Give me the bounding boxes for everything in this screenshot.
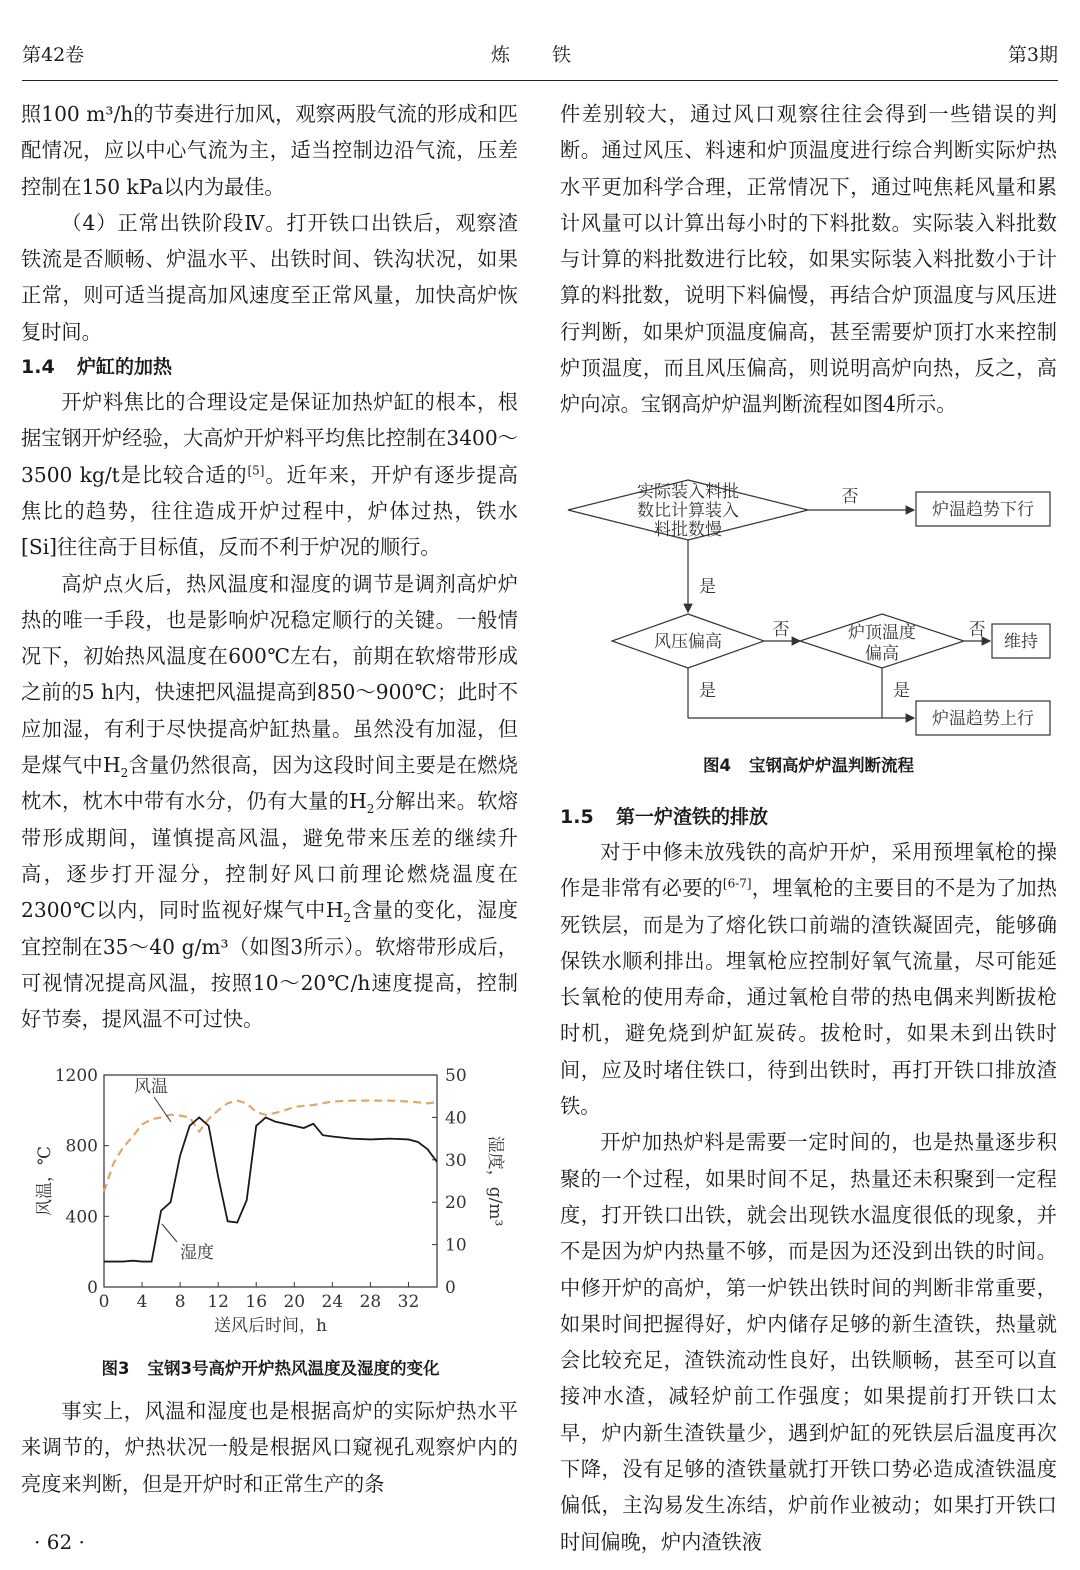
box-maintain-text: 维持 <box>1004 632 1038 652</box>
series-line-blast-temp <box>104 1101 437 1192</box>
journal-title: 炼 铁 <box>490 44 590 66</box>
annotation-humidity: 湿度 <box>180 1243 214 1263</box>
y-left-tick-label: 0 <box>87 1278 98 1298</box>
x-tick-label: 28 <box>359 1292 382 1312</box>
svg-text:偏高: 偏高 <box>865 644 899 664</box>
section-heading-1-5: 1.5 第一炉渣铁的排放 <box>560 806 769 828</box>
svg-text:料批数慢: 料批数慢 <box>654 520 722 540</box>
decision-batch-slow-text: 实际装入料批 <box>637 482 739 502</box>
section-heading-1-4: 1.4 炉缸的加热 <box>21 356 173 379</box>
right-column-lower <box>560 800 1057 1560</box>
x-tick-label: 8 <box>174 1292 186 1312</box>
paragraph: 高炉点火后，热风温度和湿度的调节是调剂高炉炉热的唯一手段，也是影响炉况稳定顺行的关键。一般情况下，初始热风温度在600℃左右，前期在软熔带形成之前的5 h内，快速把风温提高到850～900℃；此时不应加湿，有利于尽快提高炉缸热量。虽然没有加湿，但是煤气中$H_2$含量仍然很高，因为这段时间主要是在燃烧枕木，枕木中带有水分，仍有大量的$H_2$分解出来。软熔带形成期间，谨慎提高风温，避免带来压差的继续升高，逐步打开湿分，控制好风口前理论燃烧温度在2300℃以内，同时监视好煤气中$H_2$含量的变化，湿度宜控制在35～40 g/m³（如图3所示）。软熔带形成后，可视情况提高风温，按照10～20℃/h速度提高，控制好节奏，提风温不可过快。 <box>21 571 518 1032</box>
label-no: 否 <box>772 620 790 640</box>
paragraph: 照100 m³/h的节奏进行加风，观察两股气流的形成和匹配情况，应以中心气流为主，适当控制边沿气流，压差控制在150 kPa以内为最佳。 <box>21 102 518 199</box>
paragraph: 开炉料焦比的合理设定是保证加热炉缸的根本，根据宝钢开炉经验，大高炉开炉料平均焦比控制在3400～3500 kg/t是比较合适的[5]。近年来，开炉有逐步提高焦比的趋势，往往造成开炉过程中，炉体过热，铁水[Si]往往高于目标值，反而不利于炉况的顺行。 <box>21 390 518 560</box>
paragraph: 件差别较大，通过风口观察往往会得到一些错误的判断。通过风压、料速和炉顶温度进行综合判断实际炉热水平更加科学合理，正常情况下，通过吨焦耗风量和累计风量可以计算出每小时的下料批数。实际装入料批数与计算的料批数进行比较，如果实际装入料批数小于计算的料批数，说明下料偏慢，再结合炉顶温度与风压进行判断，如果炉顶温度偏高，甚至需要炉顶打水来控制炉顶温度，而且风压偏高，则说明高炉向热，反之，高炉向凉。宝钢高炉炉温判断流程如图4所示。 <box>560 102 1057 417</box>
label-no: 否 <box>968 620 986 640</box>
y-left-axis-label: 风温，℃ <box>35 1145 55 1217</box>
figure-4-flowchart <box>560 472 1057 742</box>
right-column <box>560 96 1057 423</box>
y-right-tick-label: 50 <box>445 1066 467 1086</box>
y-left-tick-label: 1200 <box>54 1066 98 1086</box>
header-rule <box>22 80 1058 81</box>
citation: [6-7] <box>722 876 752 891</box>
figure-3-chart <box>22 1060 519 1336</box>
figure-3-caption: 图3 宝钢3号高炉开炉热风温度及湿度的变化 <box>101 1359 440 1378</box>
x-tick-label: 24 <box>321 1292 344 1312</box>
box-temp-down-text: 炉温趋势下行 <box>932 500 1034 520</box>
svg-text:数比计算装入: 数比计算装入 <box>637 501 739 521</box>
annotation-blast-temp: 风温 <box>134 1077 168 1097</box>
y-right-tick-label: 10 <box>445 1235 467 1256</box>
issue-label: 第3期 <box>1007 44 1058 66</box>
y-left-tick-label: 400 <box>65 1207 98 1228</box>
plot-frame <box>104 1075 437 1287</box>
decision-blast-pressure-text: 风压偏高 <box>654 632 722 652</box>
x-tick-label: 32 <box>397 1292 420 1312</box>
x-tick-label: 20 <box>283 1292 306 1312</box>
y-left-tick-label: 800 <box>65 1136 98 1157</box>
x-axis-label: 送风后时间，h <box>214 1316 327 1336</box>
label-yes: 是 <box>699 681 716 701</box>
series-line-humidity <box>104 1117 437 1261</box>
y-right-tick-label: 20 <box>445 1193 467 1214</box>
x-tick-label: 16 <box>245 1292 268 1312</box>
paragraph: （4）正常出铁阶段Ⅳ。打开铁口出铁后，观察渣铁流是否顺畅、炉温水平、出铁时间、铁沟状况，如果正常，则可适当提高加风速度至正常风量，加快高炉恢复时间。 <box>21 210 518 344</box>
left-bottom-text <box>21 1393 518 1502</box>
decision-top-temp-text: 炉顶温度 <box>848 623 916 643</box>
label-yes: 是 <box>893 681 910 701</box>
label-no: 否 <box>841 487 859 507</box>
y-right-tick-label: 0 <box>445 1278 456 1298</box>
volume-label: 第42卷 <box>22 44 85 66</box>
paragraph: 开炉加热炉料是需要一定时间的，也是热量逐步积聚的一个过程，如果时间不足，热量还未积聚到一定程度，打开铁口出铁，就会出现铁水温度很低的现象，并不是因为炉内热量不够，而是因为还没到出铁的时间。中修开炉的高炉，第一炉铁出铁时间的判断非常重要，如果时间把握得好，炉内储存足够的新生渣铁，热量就会比较充足，渣铁流动性良好，出铁顺畅，甚至可以直接冲水渣，减轻炉前工作强度；如果提前打开铁口太早，炉内新生渣铁量少，遇到炉缸的死铁层后温度再次下降，没有足够的渣铁量就打开铁口势必造成渣铁温度偏低，主沟易发生冻结，炉前作业被动；如果打开铁口时间偏晚，炉内渣铁液 <box>560 1130 1057 1554</box>
box-temp-up-text: 炉温趋势上行 <box>932 709 1034 729</box>
x-tick-label: 12 <box>207 1292 229 1312</box>
x-tick-label: 4 <box>136 1292 148 1312</box>
citation: [5] <box>247 462 265 477</box>
left-column <box>21 96 518 1037</box>
paragraph: 对于中修未放残铁的高炉开炉，采用预埋氧枪的操作是非常有必要的[6-7]，埋氧枪的主要目的不是为了加热死铁层，而是为了熔化铁口前端的渣铁凝固壳，能够确保铁水顺利排出。埋氧枪应控制好氧气流量，尽可能延长氧枪的使用寿命，通过氧枪自带的热电偶来判断拔枪时机，避免烧到炉缸炭砖。拔枪时，如果未到出铁时间，应及时堵住铁口，待到出铁时，再打开铁口排放渣铁。 <box>560 840 1057 1119</box>
paragraph: 事实上，风温和湿度也是根据高炉的实际炉热水平来调节的，炉热状况一般是根据风口窥视孔观察炉内的亮度来判断，但是开炉时和正常生产的条 <box>21 1399 518 1496</box>
y-right-tick-label: 30 <box>445 1150 467 1171</box>
x-tick-label: 0 <box>98 1292 110 1312</box>
label-yes: 是 <box>699 577 716 597</box>
page-number: · 62 · <box>34 1530 85 1554</box>
figure-4-caption: 图4 宝钢高炉炉温判断流程 <box>703 756 914 775</box>
annotation-leader <box>162 1224 177 1242</box>
y-right-axis-label: 湿度，g/m³ <box>485 1135 505 1227</box>
y-right-tick-label: 40 <box>445 1108 467 1129</box>
